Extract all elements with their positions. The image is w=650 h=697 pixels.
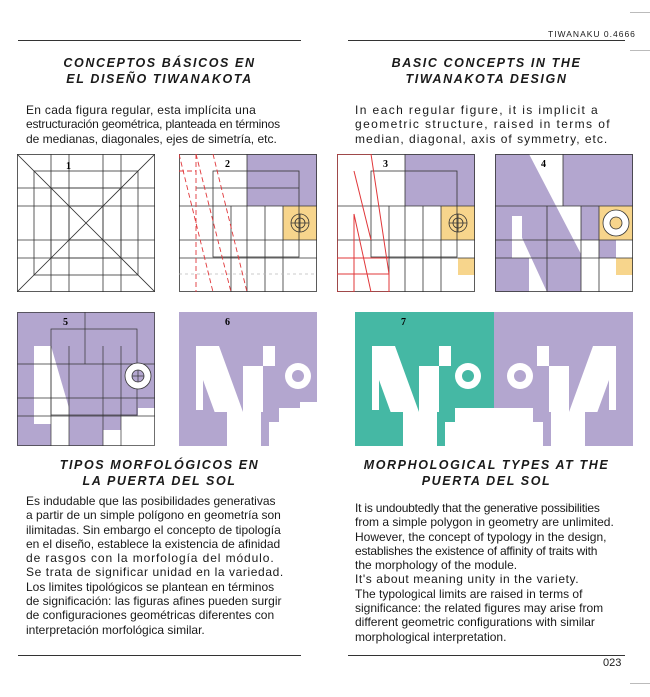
heading-morph-line1: MORPHOLOGICAL TYPES AT THE [363, 458, 610, 472]
para-line: de rasgos con la morfología del módulo. [26, 551, 275, 566]
para-line: establishes the existence of affinity of traits with [355, 543, 598, 558]
figure-1-label: 1 [66, 161, 71, 172]
figure-6-label: 6 [225, 317, 230, 328]
para-line: It is undoubtedly that the generative possibilities [355, 501, 600, 515]
margin-mark-top-2 [630, 50, 650, 51]
heading-basic-line2: TIWANAKOTA DESIGN [405, 72, 568, 86]
header-rule-right [348, 40, 625, 41]
para-line: morphological interpretation. [355, 629, 507, 644]
figure-3-label: 3 [383, 159, 388, 170]
figure-2-construction [179, 154, 317, 292]
heading-tipos-line1: TIPOS MORFOLÓGICOS EN [59, 458, 260, 472]
heading-conceptos-line1: CONCEPTOS BÁSICOS EN [63, 56, 256, 70]
para-line: Los limites tipológicos se plantean en términos [26, 579, 275, 594]
heading-morph-line2: PUERTA DEL SOL [421, 474, 552, 488]
para-line: En cada figura regular, esta implícita una [26, 103, 257, 117]
para-line: from a simple polygon in geometry are unlimited. [355, 515, 614, 530]
figure-1-grid [17, 154, 155, 292]
figure-5-label: 5 [63, 317, 68, 328]
figure-6-type [179, 312, 317, 446]
para-line: significance: the related figures may arise from [355, 601, 604, 616]
para-line: Se trata de significar unidad en la variedad. [26, 565, 284, 580]
heading-conceptos-line2: EL DISEÑO TIWANAKOTA [66, 72, 253, 86]
para-line: In each regular figure, it is implicit a [355, 103, 600, 117]
paragraph-morphological [355, 501, 627, 644]
heading-tipos [18, 457, 301, 489]
para-line: de configuraciones geométricas diferentes con [26, 608, 275, 623]
margin-mark-bottom [630, 683, 650, 684]
heading-morphological [348, 457, 625, 489]
para-line: The typological limits are raised in terms of [355, 586, 583, 601]
heading-conceptos [18, 55, 301, 87]
figure-4-label: 4 [541, 159, 546, 170]
margin-mark-top [630, 12, 650, 13]
header-rule-left [18, 40, 301, 41]
page-number: 023 [603, 657, 622, 669]
para-line: Es indudable que las posibilidades generativas [26, 494, 276, 508]
heading-basic-concepts [348, 55, 625, 87]
figure-4-colored [495, 154, 633, 292]
para-line: a partir de un simple polígono en geometría son [26, 508, 281, 523]
para-line: ilimitadas. Sin embargo el concepto de tipología [26, 522, 281, 537]
para-line: different geometric configurations with similar [355, 615, 595, 630]
heading-tipos-line2: LA PUERTA DEL SOL [82, 474, 237, 488]
running-header: TIWANAKU 0.4666 [548, 29, 636, 39]
para-line: It's about meaning unity in the variety. [355, 572, 580, 587]
footer-rule-right [348, 655, 625, 656]
para-line: median, diagonal, axis of symmetry, etc. [355, 131, 609, 146]
paragraph-tipos [26, 494, 306, 637]
figure-3-construction [337, 154, 475, 292]
para-line: de medianas, diagonales, ejes de simetría, etc. [26, 131, 277, 146]
para-line: de significación: las figuras afines pueden surgir [26, 594, 282, 609]
paragraph-basic-concepts [355, 103, 627, 146]
figure-7-symmetric [355, 312, 633, 446]
para-line: estructuración geométrica, planteada en términos [26, 117, 280, 132]
figure-2-label: 2 [225, 159, 230, 170]
figure-5-type [17, 312, 155, 446]
para-line: the morphology of the module. [355, 558, 518, 573]
para-line: geometric structure, raised in terms of [355, 117, 612, 132]
para-line: interpretación morfológica similar. [26, 622, 205, 637]
paragraph-conceptos [26, 103, 306, 146]
para-line: en el diseño, establece la existencia de afinidad [26, 536, 281, 551]
figure-7-label: 7 [401, 317, 406, 328]
heading-basic-line1: BASIC CONCEPTS IN THE [391, 56, 582, 70]
footer-rule-left [18, 655, 301, 656]
para-line: However, the concept of typology in the design, [355, 529, 607, 544]
